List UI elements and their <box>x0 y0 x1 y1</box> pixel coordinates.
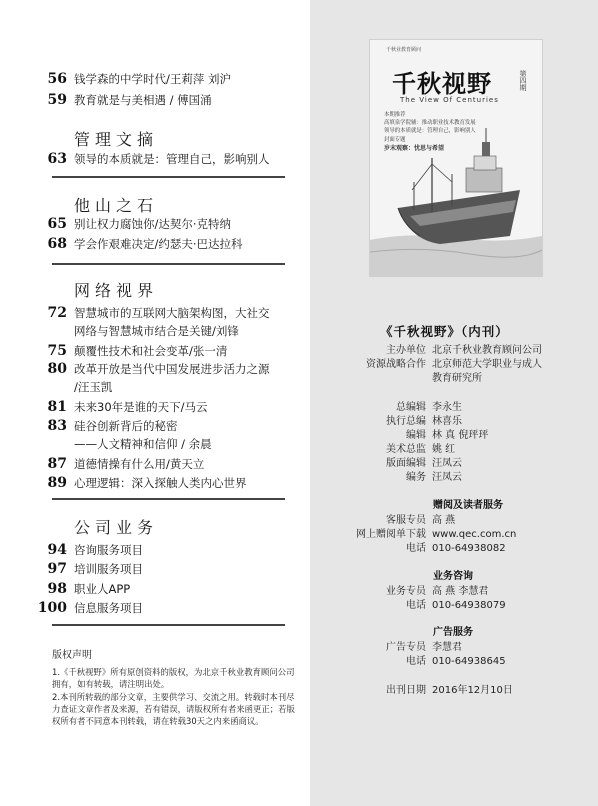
article-title: 领导的本质就是：管理自己，影响别人 <box>74 152 270 166</box>
cover-text: 本期推荐 <box>384 112 406 118</box>
cover-subtitle: The View Of Centuries <box>400 96 499 104</box>
cover-text: 高填泉学院辅：推动职业技术教育发展 <box>384 120 476 126</box>
article-title: 信息服务项目 <box>74 601 143 615</box>
publish-date: 2016年12月10日 <box>432 685 513 696</box>
article-title: 职业人APP <box>74 582 131 596</box>
cover-title: 千秋视野 <box>392 69 492 98</box>
masthead-value: 林喜乐 <box>432 416 462 427</box>
masthead-value: 北京千秋业教育顾问公司 <box>432 345 542 356</box>
ship-illustration <box>370 40 542 276</box>
article-title: 学会作艰难决定/约瑟夫·巴达拉科 <box>74 237 243 251</box>
masthead-label: 编辑 <box>406 430 426 441</box>
article-title: 心理逻辑：深入探触人类内心世界 <box>74 476 247 490</box>
page-number: 97 <box>47 561 67 577</box>
masthead-label: 版面编辑 <box>386 458 426 469</box>
phone-number: 010-64938079 <box>432 600 506 611</box>
article-title: 智慧城市的互联网大脑架构图，大社交 <box>74 306 270 320</box>
page-number: 89 <box>47 475 67 491</box>
cover-text: 岁末观察：忧思与希望 <box>384 145 445 152</box>
page-number: 56 <box>47 71 67 87</box>
article-title: 改革开放是当代中国发展进步活力之源 <box>74 362 270 376</box>
masthead-value: 林 真 倪玶玶 <box>432 430 489 441</box>
page-number: 100 <box>37 600 67 616</box>
reader-service-heading: 赠阅及读者服务 <box>433 500 503 511</box>
masthead-label: 执行总编 <box>386 416 426 427</box>
copyright-paragraph: 2.本刊所转载的部分文章，主要供学习、交流之用。转载时本刊尽力查证文章作者及来源，若有错误，请版权所有者来函更正；若版权所有者不同意本刊转载，请在转载30天之内来函商议。 <box>52 692 295 726</box>
masthead-value: 高 燕 李慧君 <box>432 586 489 597</box>
publish-date-label: 出刊日期 <box>386 685 426 696</box>
article-title: 未来30年是谁的天下/马云 <box>74 400 208 414</box>
masthead-label: 主办单位 <box>386 345 426 356</box>
phone-number: 010-64938082 <box>432 543 506 554</box>
page-number: 65 <box>47 216 67 232</box>
article-title: 钱学森的中学时代/王莉萍 刘沪 <box>74 72 232 86</box>
page-number: 72 <box>47 305 67 321</box>
section-heading-network: 网络视界 <box>74 281 159 300</box>
page-number: 63 <box>47 151 67 167</box>
article-title: 咨询服务项目 <box>74 543 143 557</box>
cover-text: 领导的本质就是：管理自己，影响别人 <box>384 128 476 134</box>
masthead-label: 客服专员 <box>386 515 426 526</box>
masthead-label: 编务 <box>406 472 426 483</box>
masthead-label: 电话 <box>406 656 426 667</box>
masthead-label: 网上赠阅单下载 <box>356 529 426 540</box>
page-number: 80 <box>47 361 67 377</box>
masthead-value: 北京师范大学职业与成人 <box>432 359 542 370</box>
copyright-heading: 版权声明 <box>52 650 92 661</box>
article-title: 培训服务项目 <box>74 562 143 576</box>
ad-service-heading: 广告服务 <box>433 627 473 638</box>
cover-issue: 第四期 <box>519 70 527 91</box>
section-divider <box>52 176 285 178</box>
masthead-value: 李慧君 <box>432 642 462 653</box>
section-heading-business: 公司业务 <box>74 518 159 537</box>
page-number: 83 <box>47 418 67 434</box>
cover-text: 封面专题 <box>384 137 406 143</box>
masthead-label: 电话 <box>406 600 426 611</box>
page-number: 94 <box>47 542 67 558</box>
masthead-title: 《千秋视野》（内刊） <box>380 324 509 339</box>
article-title: 硅谷创新背后的秘密 <box>74 419 178 433</box>
masthead-label: 资源战略合作 <box>366 359 426 370</box>
article-title: 别让权力腐蚀你/达契尔·克特纳 <box>74 217 232 231</box>
masthead-label: 美术总监 <box>386 444 426 455</box>
masthead-label: 广告专员 <box>386 642 426 653</box>
article-title-continued: /汪玉凯 <box>74 380 113 394</box>
page-number: 81 <box>47 399 67 415</box>
page-number: 68 <box>47 236 67 252</box>
section-divider <box>52 624 285 626</box>
copyright-paragraph: 1.《千秋视野》所有原创资料的版权，为北京千秋业教育顾问公司拥有，如有转载，请注明出处。 <box>52 667 295 689</box>
article-title: 颠覆性技术和社会变革/张一清 <box>74 344 228 358</box>
page-number: 59 <box>47 92 67 108</box>
masthead-label: 业务专员 <box>386 586 426 597</box>
website-link[interactable]: www.qec.com.cn <box>432 529 517 540</box>
phone-number: 010-64938645 <box>432 656 506 667</box>
magazine-cover-image <box>370 40 542 276</box>
masthead-value: 汪凤云 <box>432 458 462 469</box>
cover-logo: 千秋业教育顾问 <box>386 47 422 53</box>
section-heading-other: 他山之石 <box>74 196 159 215</box>
page-number: 87 <box>47 456 67 472</box>
article-title-continued: ——人文精神和信仰 / 余晨 <box>74 437 212 451</box>
masthead-label: 电话 <box>406 543 426 554</box>
masthead-value: 教育研究所 <box>432 373 482 384</box>
article-title: 教育就是与美相遇 / 傅国涌 <box>74 93 212 107</box>
section-divider <box>52 263 285 265</box>
article-title: 道德情操有什么用/黄天立 <box>74 457 205 471</box>
masthead-label: 总编辑 <box>396 402 426 413</box>
business-heading: 业务咨询 <box>433 571 473 582</box>
masthead-value: 李永生 <box>432 402 462 413</box>
article-title-continued: 网络与智慧城市结合是关键/刘锋 <box>74 324 239 338</box>
masthead-value: 高 燕 <box>432 515 456 526</box>
masthead-value: 姚 红 <box>432 444 456 455</box>
masthead-value: 汪凤云 <box>432 472 462 483</box>
page-number: 75 <box>47 343 67 359</box>
section-divider <box>52 498 285 500</box>
section-heading-management: 管理文摘 <box>74 130 159 149</box>
page-number: 98 <box>47 581 67 597</box>
